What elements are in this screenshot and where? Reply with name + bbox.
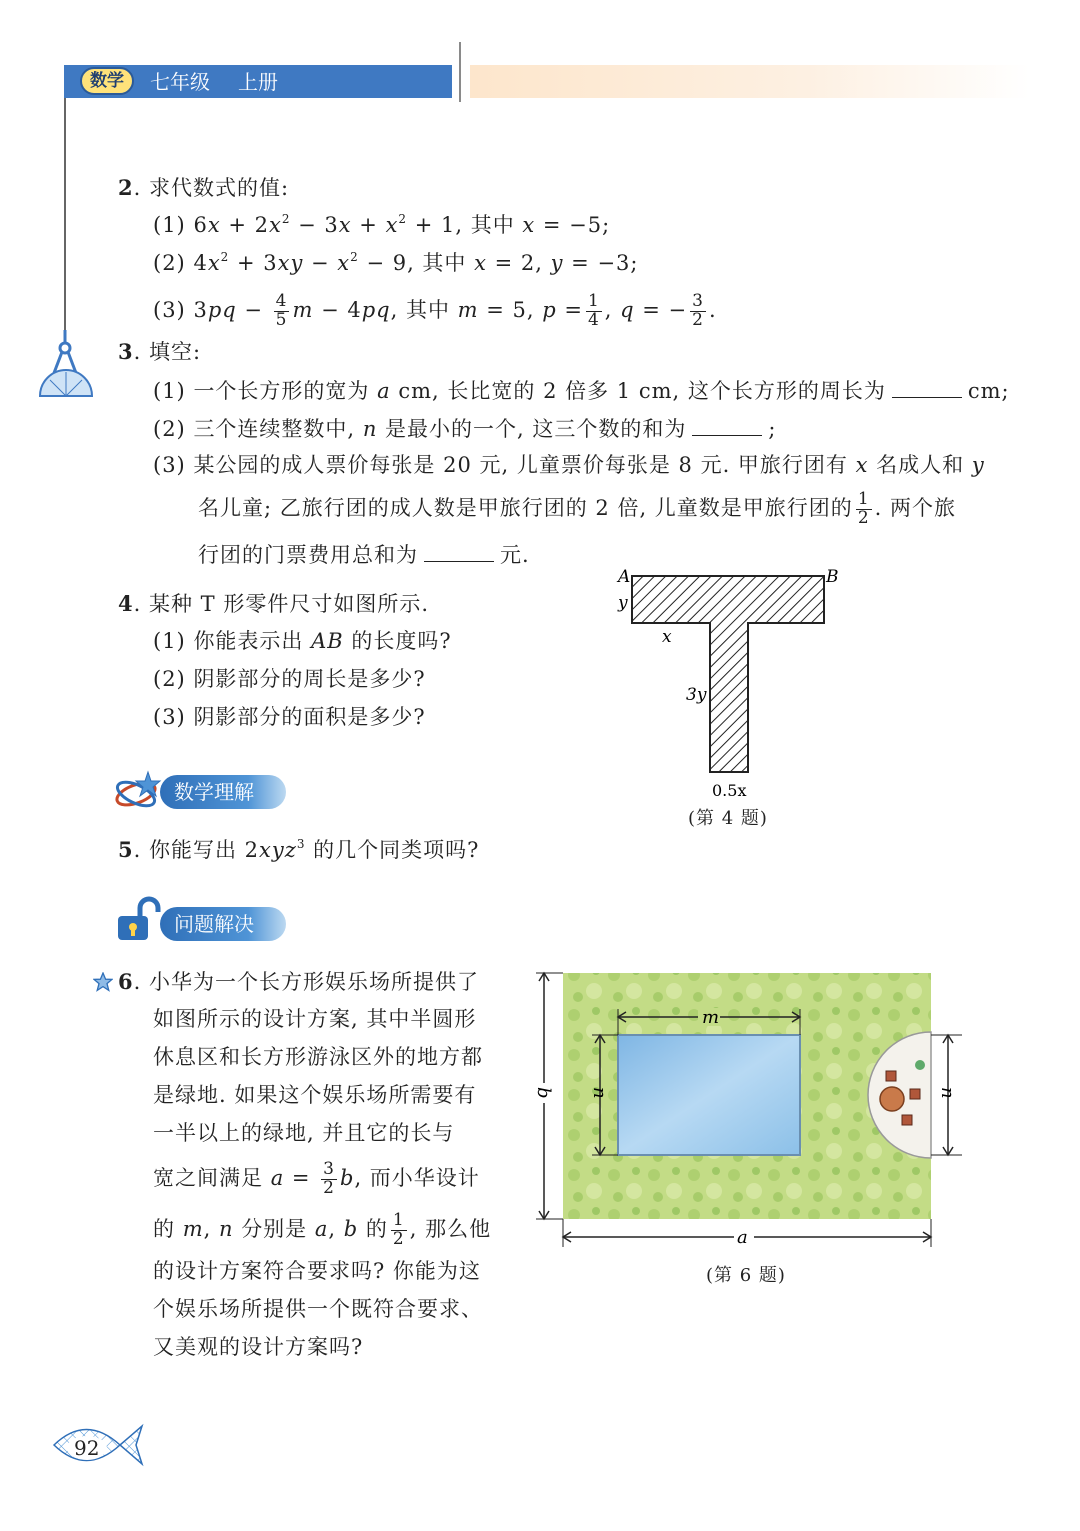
q4-number: 4: [118, 591, 134, 616]
q5-text-b: 的几个同类项吗?: [313, 838, 480, 862]
q2-part1: (1) $6x + 2x^2 - 3x + x^2 + 1$, 其中 x = −5;: [153, 212, 611, 237]
margin-line: [64, 98, 66, 330]
q3-title: 填空:: [148, 340, 202, 364]
t-shape-figure: [600, 562, 860, 812]
label-y: y: [618, 593, 628, 613]
q2-part2: (2) $4x^2 + 3xy - x^2 - 9$, 其中 x = 2, y = −3;: [153, 250, 639, 275]
q3-p1-text-b: 长比宽的 2 倍多 1 cm, 这个长方形的周长为: [447, 379, 886, 403]
q2-heading: 2. 求代数式的值:: [118, 175, 290, 200]
q3-p2-text-b: 是最小的一个, 这三个数的和为: [385, 417, 687, 441]
label-n-left: n: [589, 1087, 610, 1099]
label-a: a: [737, 1227, 748, 1248]
q3-p3-label: (3): [153, 453, 186, 477]
header-grade: 七年级: [150, 70, 210, 94]
q3-p3-line1: 某公园的成人票价每张是 20 元, 儿童票价每张是 8 元. 甲旅行团有: [193, 453, 848, 477]
q2-p3-label: (3): [153, 298, 186, 322]
q2-part3: (3) 3pq − $\frac{4}{5}$ m − 4pq, 其中 m = 5, p = $\frac{1}{4}$ , q = − $\frac{3}{2}$ .: [153, 291, 717, 330]
q3-p3-line2a: 名儿童; 乙旅行团的成人数是甲旅行团的 2 倍, 儿童数是甲旅行团的: [198, 496, 853, 520]
label-A: A: [618, 567, 631, 587]
header-volume: 上册: [238, 70, 278, 94]
atom-star-icon: [114, 770, 164, 812]
q3-part3-line2: 名儿童; 乙旅行团的成人数是甲旅行团的 2 倍, 儿童数是甲旅行团的 $\frac{1}{2}$ . 两个旅: [198, 489, 956, 528]
q3-p3-line3a: 行团的门票费用总和为: [198, 543, 418, 567]
q3-p3-line1b: 名成人和: [876, 453, 965, 477]
section-problem-solving: [160, 907, 286, 941]
q3-p3-line2b: . 两个旅: [874, 496, 956, 520]
q3-part2: (2) 三个连续整数中, n 是最小的一个, 这三个数的和为 ;: [153, 417, 777, 441]
q5-number: 5: [118, 837, 134, 862]
page-number: 92: [74, 1436, 100, 1460]
q3-number: 3: [118, 339, 134, 364]
q6-line9: 个娱乐场所提供一个既符合要求、: [153, 1297, 483, 1321]
section-math-label: 数学理解: [174, 780, 254, 804]
q3-p2-end: ;: [768, 417, 777, 441]
section-math-understanding: [160, 775, 286, 809]
swimming-pool: [618, 1035, 800, 1155]
fig6-caption: (第 6 题): [706, 1265, 786, 1286]
label-m: m: [702, 1007, 720, 1028]
q4-title: 某种 T 形零件尺寸如图所示.: [148, 592, 430, 616]
unlock-icon: [114, 896, 162, 944]
q3-p3-blank[interactable]: [424, 543, 494, 562]
q6-line7d: , 那么他: [409, 1217, 492, 1241]
q6-line1: 6. 小华为一个长方形娱乐场所提供了: [118, 969, 479, 994]
q4-heading: 4. 某种 T 形零件尺寸如图所示.: [118, 591, 430, 616]
star-icon: [93, 972, 113, 992]
q3-p1-text-a: 一个长方形的宽为: [193, 379, 370, 403]
q3-part3-line1: (3) 某公园的成人票价每张是 20 元, 儿童票价每张是 8 元. 甲旅行团有 x 名成人和 y: [153, 453, 985, 477]
q2-title: 求代数式的值:: [148, 176, 290, 200]
subject-logo: 数学: [80, 67, 134, 95]
q6-line2: 如图所示的设计方案, 其中半圆形: [153, 1007, 477, 1031]
q4-p2-label: (2): [153, 667, 186, 691]
q4-p1-ab: AB: [311, 629, 344, 653]
q4-p2-text: 阴影部分的周长是多少?: [193, 667, 426, 691]
q3-p2-blank[interactable]: [692, 417, 762, 436]
header-divider: [459, 42, 461, 102]
label-x: x: [662, 627, 672, 647]
q2-p1-label: (1): [153, 213, 186, 237]
label-half-x: 0.5x: [712, 781, 747, 800]
label-n-right: n: [937, 1087, 958, 1099]
q6-line7a: 的: [153, 1217, 175, 1241]
q6-text-1: 小华为一个长方形娱乐场所提供了: [148, 970, 479, 994]
q4-part1: [153, 631, 452, 652]
q6-line6a: 宽之间满足: [153, 1166, 263, 1190]
q6-line6: 宽之间满足 a = $\frac{3}{2}$ b, 而小华设计: [153, 1159, 480, 1198]
label-b: b: [533, 1087, 554, 1099]
q6-line5: 一半以上的绿地, 并且它的长与: [153, 1121, 455, 1145]
header-decoration: [470, 65, 1030, 98]
label-B: B: [826, 567, 839, 587]
q6-line10: 又美观的设计方案吗?: [153, 1335, 364, 1359]
q3-p2-label: (2): [153, 417, 186, 441]
q5-line: 5. 你能写出 2xyz$^3$ 的几个同类项吗?: [118, 837, 480, 862]
label-3y: 3y: [686, 685, 707, 705]
q2-number: 2: [118, 175, 134, 200]
q4-p1-text: 你能表示出: [193, 629, 304, 653]
q6-line7b: 分别是: [241, 1217, 308, 1241]
q3-p2-text-a: 三个连续整数中,: [193, 417, 356, 441]
q6-line7: 的 m, n 分别是 a, b 的 $\frac{1}{2}$ , 那么他: [153, 1210, 492, 1249]
compass-icon: [36, 328, 96, 400]
q3-p1-label: (1): [153, 379, 186, 403]
q4-p1-text2: 的长度吗?: [351, 629, 452, 653]
q3-part1: (1) 一个长方形的宽为 a cm, 长比宽的 2 倍多 1 cm, 这个长方形的周长为 cm;: [153, 379, 1010, 403]
q6-number: 6: [118, 969, 134, 994]
q3-p1-unit2: cm;: [967, 379, 1010, 403]
q3-p1-unit1: cm: [398, 379, 433, 403]
q2-p2-label: (2): [153, 251, 186, 275]
q6-line3: 休息区和长方形游泳区外的地方都: [153, 1045, 483, 1069]
q6-line6b: , 而小华设计: [354, 1166, 480, 1190]
fig4-caption: (第 4 题): [688, 808, 768, 829]
q3-p3-line3b: 元.: [500, 543, 530, 567]
q6-line8: 的设计方案符合要求吗? 你能为这: [153, 1259, 481, 1283]
q3-part3-line3: [198, 543, 530, 566]
q4-p3-label: (3): [153, 705, 186, 729]
q4-part3: [153, 707, 426, 728]
q3-p1-blank[interactable]: [892, 379, 962, 398]
section-problem-label: 问题解决: [174, 912, 254, 936]
q6-line7c: 的: [365, 1217, 388, 1241]
q3-heading: 3. 填空:: [118, 339, 202, 364]
q5-text-a: 你能写出: [148, 838, 237, 862]
t-shape: [632, 576, 824, 772]
q4-part2: [153, 669, 426, 690]
q4-p3-text: 阴影部分的面积是多少?: [193, 705, 426, 729]
q4-p1-label: (1): [153, 629, 186, 653]
pool-design-figure: [526, 965, 966, 1255]
q6-line4: 是绿地. 如果这个娱乐场所需要有: [153, 1083, 477, 1107]
